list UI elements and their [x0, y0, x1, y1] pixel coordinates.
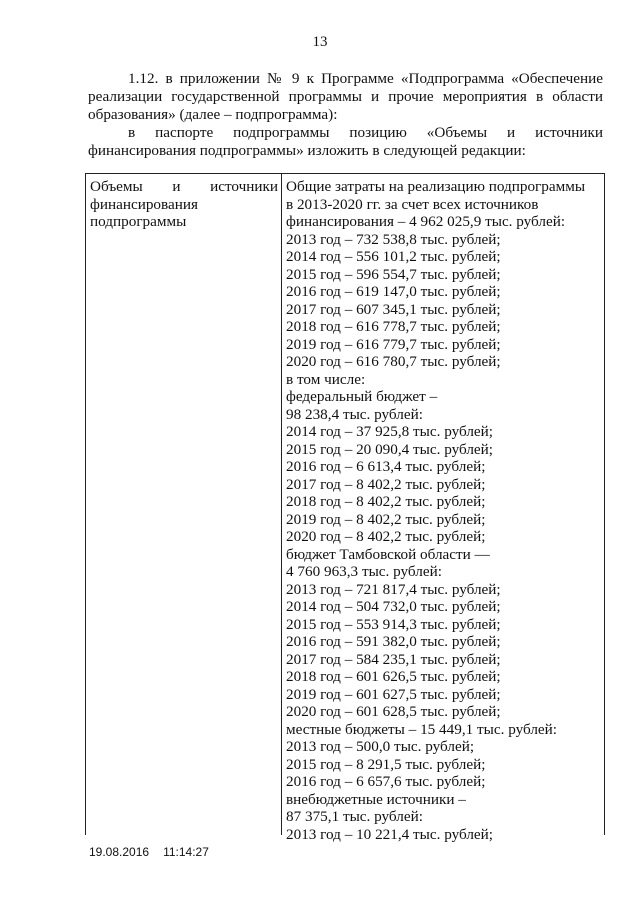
right-cell-line: 2013 год – 500,0 тыс. рублей;: [286, 738, 475, 755]
right-cell-line: 2015 год – 8 291,5 тыс. рублей;: [286, 755, 486, 773]
table-left-cell: [90, 178, 278, 231]
right-cell-line: 2019 год – 601 627,5 тыс. рублей;: [286, 685, 501, 703]
right-cell-line: 2019 год – 8 402,2 тыс. рублей;: [286, 510, 486, 528]
right-cell-line: 87 375,1 тыс. рублей:: [286, 808, 423, 825]
right-cell-line: 2017 год – 607 345,1 тыс. рублей;: [286, 300, 501, 318]
left-cell-word: источники: [210, 178, 278, 195]
right-cell-line: местные бюджеты – 15 449,1 тыс. рублей:: [286, 720, 558, 738]
right-cell-line: 2016 год – 6 613,4 тыс. рублей;: [286, 458, 486, 475]
right-cell-line: 2020 год – 601 628,5 тыс. рублей;: [286, 703, 501, 720]
left-cell-line: подпрограммы: [90, 213, 187, 230]
right-cell-line: 2015 год – 553 914,3 тыс. рублей;: [286, 615, 501, 633]
right-cell-line: 2016 год – 6 657,6 тыс. рублей;: [286, 773, 486, 790]
intro-text: [88, 70, 603, 160]
right-cell-line: 2013 год – 721 817,4 тыс. рублей;: [286, 580, 501, 598]
print-date: 19.08.2016: [89, 845, 150, 859]
right-cell-line: в 2013-2020 гг. за счет всех источников: [286, 195, 539, 213]
right-cell-line: 2016 год – 619 147,0 тыс. рублей;: [286, 283, 501, 300]
left-cell-word: Объемы: [90, 178, 143, 195]
right-cell-line: 2014 год – 556 101,2 тыс. рублей;: [286, 248, 501, 265]
right-cell-line: 2013 год – 10 221,4 тыс. рублей;: [286, 825, 494, 843]
heading-line-text: Общие затраты на реализацию подпрограммы: [286, 178, 586, 195]
right-cell-line: 2020 год – 616 780,7 тыс. рублей;: [286, 353, 501, 370]
right-cell-line: 98 238,4 тыс. рублей:: [286, 405, 423, 423]
intro-paragraph-2: в паспорте подпрограммы позицию «Объемы и источники финансирования подпрограммы» изложить в следующей редакции:: [88, 124, 603, 159]
right-cell-line-heading: [286, 178, 601, 196]
right-cell-line: 2018 год – 601 626,5 тыс. рублей;: [286, 668, 501, 685]
right-cell-line: федеральный бюджет –: [286, 388, 438, 405]
left-cell-line: [90, 178, 278, 196]
intro-paragraph-1: 1.12. в приложении № 9 к Программе «Подпрограмма «Обеспечение реализации государственной программы и прочие мероприятия в области образования» (далее – подпрограмма):: [88, 70, 603, 123]
page-number: 13: [312, 34, 328, 50]
right-cell-line: финансирования – 4 962 025,9 тыс. рублей:: [286, 213, 566, 230]
right-cell-line: 2020 год – 8 402,2 тыс. рублей;: [286, 528, 486, 545]
right-cell-line: 2013 год – 732 538,8 тыс. рублей;: [286, 230, 501, 248]
right-cell-line: 2014 год – 504 732,0 тыс. рублей;: [286, 598, 501, 615]
right-cell-line: 2015 год – 20 090,4 тыс. рублей;: [286, 440, 494, 458]
right-cell-line: 2014 год – 37 925,8 тыс. рублей;: [286, 423, 494, 440]
right-cell-line: 2017 год – 8 402,2 тыс. рублей;: [286, 475, 486, 493]
right-cell-line: 4 760 963,3 тыс. рублей:: [286, 563, 442, 580]
right-cell-line: в том числе:: [286, 370, 366, 388]
left-cell-line: финансирования: [90, 195, 198, 213]
financing-table: [85, 173, 605, 843]
right-cell-line: бюджет Тамбовской области —: [286, 545, 490, 563]
table-right-cell: [286, 178, 601, 843]
right-cell-line: 2018 год – 8 402,2 тыс. рублей;: [286, 493, 486, 510]
right-cell-line: 2017 год – 584 235,1 тыс. рублей;: [286, 650, 501, 668]
right-cell-line: внебюджетные источники –: [286, 790, 466, 808]
right-cell-line: 2018 год – 616 778,7 тыс. рублей;: [286, 318, 501, 335]
print-time: 11:14:27: [163, 845, 209, 859]
right-cell-line: 2019 год – 616 779,7 тыс. рублей;: [286, 335, 501, 353]
right-cell-line: 2016 год – 591 382,0 тыс. рублей;: [286, 633, 501, 650]
print-timestamp: [89, 845, 209, 859]
left-cell-word: и: [172, 178, 181, 195]
right-cell-line: 2015 год – 596 554,7 тыс. рублей;: [286, 265, 501, 283]
column-divider: [281, 174, 282, 835]
